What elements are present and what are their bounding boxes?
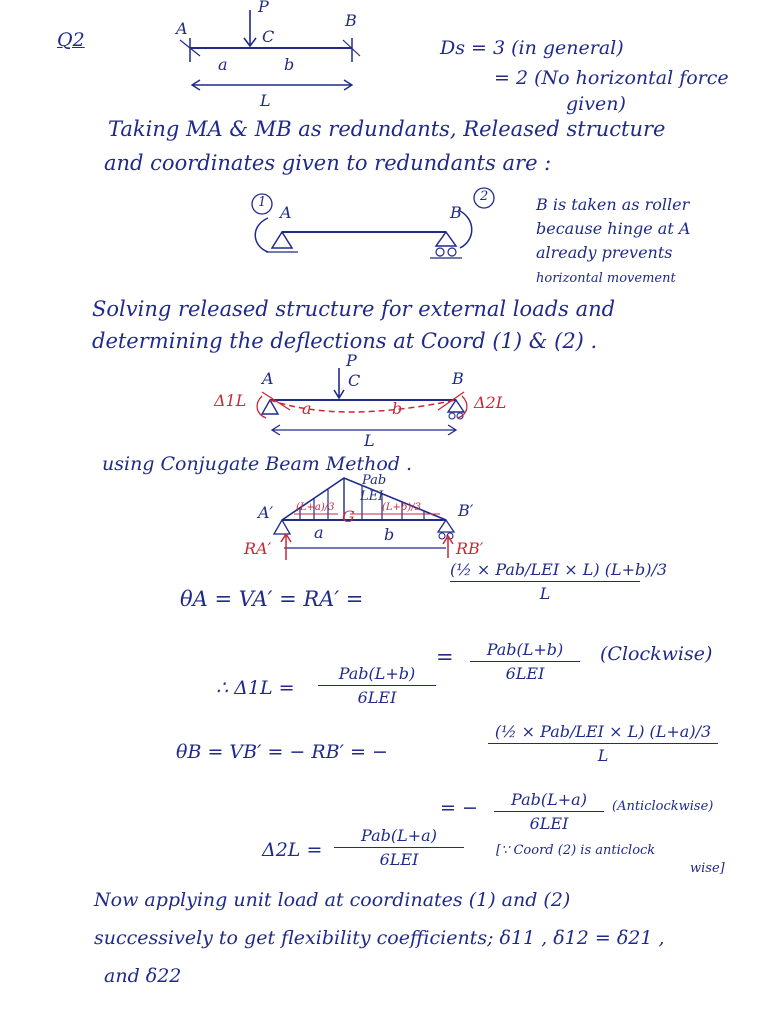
question-label: Q2 — [57, 29, 85, 51]
note-line-4: horizontal movement — [536, 271, 676, 286]
method-text: using Conjugate Beam Method . — [102, 453, 413, 475]
fig2-coord-1: 1 — [258, 195, 267, 210]
fig4-peak-den: LEI — [360, 489, 384, 504]
d2l-note-line-2: wise] — [690, 861, 725, 876]
theta-b-direction: (Anticlockwise) — [612, 799, 714, 814]
d2l-fraction — [334, 826, 464, 869]
d1l-numerator: Pab(L+b) — [338, 664, 416, 683]
fig2-label-b: B — [450, 203, 462, 222]
ds-line-1: Ds = 3 (in general) — [440, 37, 624, 59]
theta-b-result-prefix: = − — [440, 797, 478, 819]
theta-a-result-numerator: Pab(L+b) — [486, 640, 564, 659]
fig4-seg-b: b — [384, 525, 395, 544]
note-line-2: because hinge at A — [536, 219, 691, 238]
para3-line-1: Now applying unit load at coordinates (1) and (2) — [94, 889, 571, 911]
theta-a-numerator: (½ × Pab/LEI × L) (L+b)/3 — [450, 560, 668, 579]
d1l-denominator: 6LEI — [357, 688, 397, 707]
note-line-1: B is taken as roller — [536, 195, 690, 214]
fig2-coord-2: 2 — [480, 189, 489, 204]
fig4-centroid: G — [342, 507, 355, 526]
fig3-delta-1: Δ1L — [214, 391, 247, 410]
ds-line-3: given) — [566, 93, 626, 115]
fig4-label-a: A′ — [258, 503, 274, 522]
para2-line-2: determining the deflections at Coord (1) & (2) . — [92, 329, 598, 353]
para1-line-2: and coordinates given to redundants are : — [104, 151, 552, 175]
fig1-seg-b: b — [284, 55, 295, 74]
fig4-label-b: B′ — [458, 501, 474, 520]
fig1-span: L — [260, 91, 271, 110]
fig3-seg-b: b — [392, 399, 403, 418]
fig3-label-c: C — [348, 371, 361, 390]
fig1-load-label: P — [258, 0, 269, 16]
theta-a-fraction — [450, 560, 668, 603]
d2l-denominator: 6LEI — [379, 850, 419, 869]
para1-line-1: Taking MA & MB as redundants, Released structure — [108, 117, 666, 141]
fig1-label-b: B — [345, 11, 357, 30]
ds-line-2: = 2 (No horizontal force — [494, 67, 729, 89]
theta-a-result — [470, 640, 580, 683]
theta-a-lhs: θA = VA′ = RA′ = — [180, 587, 364, 611]
para2-line-1: Solving released structure for external loads and — [92, 297, 616, 321]
fig3-delta-2: Δ2L — [474, 393, 507, 412]
d2l-note-line-1: [∵ Coord (2) is anticlock — [496, 843, 656, 858]
theta-a-direction: (Clockwise) — [600, 643, 713, 665]
theta-b-numerator: (½ × Pab/LEI × L) (L+a)/3 — [494, 722, 712, 741]
fig4-rb: RB′ — [456, 539, 484, 558]
theta-b-result — [494, 790, 604, 833]
d1l-lhs: ∴ Δ1L = — [216, 677, 295, 699]
fig3-seg-a: a — [302, 399, 312, 418]
d2l-numerator: Pab(L+a) — [361, 826, 437, 845]
fig4-right-dist: (L+b)/3 — [382, 502, 421, 513]
fig4-ra: RA′ — [244, 539, 272, 558]
para3-line-2: successively to get flexibility coefficients; δ11 , δ12 = δ21 , — [94, 927, 665, 949]
fig4-seg-a: a — [314, 523, 324, 542]
theta-a-result-denominator: 6LEI — [505, 664, 545, 683]
fig4-peak: Pab — [362, 473, 387, 488]
fig3-label-a: A — [262, 369, 274, 388]
theta-a-denominator: L — [539, 584, 551, 603]
fig3-span: L — [364, 431, 375, 450]
d1l-fraction — [318, 664, 436, 707]
theta-b-result-numerator: Pab(L+a) — [511, 790, 587, 809]
note-line-3: already prevents — [536, 243, 673, 262]
theta-b-result-denominator: 6LEI — [529, 814, 569, 833]
d2l-lhs: Δ2L = — [262, 839, 323, 861]
fig4-left-dist: (L+a)/3 — [296, 502, 335, 513]
notes-page: Q2 P A C B a b L Ds = 3 (in general) = 2 (No horizontal force given) Taking MA & MB as redundants, Released structure and coordinates given to redundants are : 1 2 A B B is taken as roller because hinge at A already prevents horizontal movement Solving released structure for external loads and determining the deflections at Coord (1) & (2) . P A C B a b L Δ1L Δ2L using Conjugate Beam Method . Pab LEI A′ B′ G (L+a)/3 (L+b)/3 a b RA′ RB′ θA = VA′ = RA′ = (½ × Pab/LEI × L) (L+b)/3 L = Pab(L+b) 6LEI (Clockwise) ∴ Δ1L = Pab(L+b) 6LEI θB = VB′ = − RB′ = − (½ × Pab/LEI × L) (L+a)/3 L = − Pab(L+a) 6LEI (Anticlockwise) Δ2L = Pab(L+a) 6LEI [∵ Coord (2) is anticlock wise] Now applying unit load at coordinates (1) and (2) successively to get flexibility coefficients; δ11 , δ12 = δ21 , and δ22 — [0, 0, 768, 1024]
theta-b-denominator: L — [597, 746, 609, 765]
theta-b-lhs: θB = VB′ = − RB′ = − — [176, 741, 388, 763]
fig2-label-a: A — [280, 203, 292, 222]
fig3-label-b: B — [452, 369, 464, 388]
fig1-label-c: C — [262, 27, 275, 46]
para3-line-3: and δ22 — [104, 965, 182, 987]
fig1-label-a: A — [176, 19, 188, 38]
theta-b-fraction — [488, 722, 718, 765]
fig3-load-label: P — [346, 351, 357, 370]
fig1-seg-a: a — [218, 55, 228, 74]
